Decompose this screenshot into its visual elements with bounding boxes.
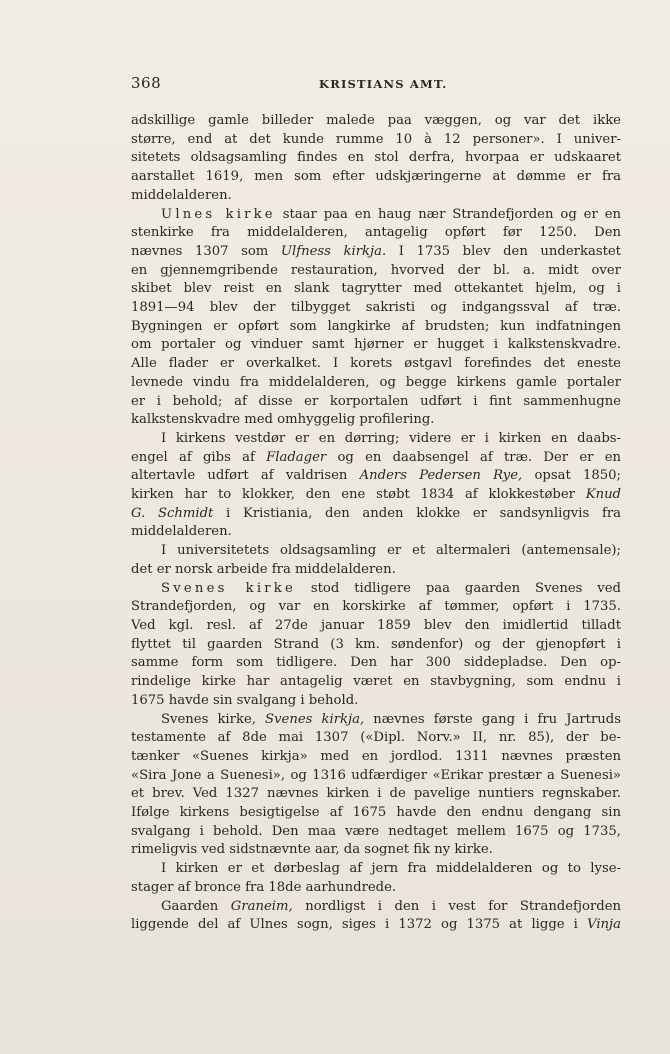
text-segment: stager af bronce fra 18de aarhundrede. (131, 879, 397, 895)
text-segment: Svenes kirke, (161, 711, 266, 727)
text-segment: skibet blev reist en slank tagrytter med ottekantet hjelm, og i (131, 281, 621, 297)
text-segment: er i behold; af disse er korportalen udført i fint sammenhugne (131, 393, 621, 409)
text-line (131, 804, 621, 823)
text-line (131, 823, 621, 842)
text-segment: sitetets oldsagsamling findes en stol derfra, hvorpaa er udskaaret (131, 150, 621, 166)
text-segment: staar paa en haug nær Strandefjorden og er en (275, 206, 621, 222)
text-segment: Gaarden (161, 898, 231, 914)
paragraph-first-line (131, 580, 621, 599)
italic-text: Knud (585, 487, 621, 503)
text-line (131, 168, 621, 187)
text-line (131, 486, 621, 505)
page-number: 368 (131, 74, 162, 92)
text-segment: engel af gibs af (131, 449, 267, 465)
text-segment: Bygningen er opført som langkirke af brudsten; kun indfatningen (131, 318, 621, 334)
running-head: KRISTIANS AMT. (319, 77, 448, 91)
text-line (131, 262, 621, 281)
spaced-heading-text: Ulnes kirke (161, 206, 276, 222)
text-line (131, 187, 621, 206)
text-segment: kalkstenskvadre med omhyggelig profilering. (131, 412, 435, 428)
text-line (131, 598, 621, 617)
text-line (131, 673, 621, 692)
text-segment: kirken har to klokker, den ene støbt 1834 af klokkestøber (131, 487, 586, 503)
text-segment: middelalderen. (131, 524, 232, 540)
text-line (131, 636, 621, 655)
italic-text: Graneim, (230, 898, 293, 914)
text-line (131, 411, 621, 430)
text-segment: det er norsk arbeide fra middelalderen. (131, 561, 396, 577)
text-line (131, 243, 621, 262)
text-segment: tænker «Suenes kirkja» med en jordlod. 1311 nævnes præsten (131, 748, 621, 764)
text-segment: aarstallet 1619, men som efter udskjæringerne at dømme er fra (131, 169, 621, 185)
text-line (131, 280, 621, 299)
text-segment: om portaler og vinduer samt hjørner er hugget i kalkstenskvadre. (131, 337, 621, 353)
italic-text: G. Schmidt (131, 505, 214, 521)
text-line (131, 729, 621, 748)
text-line (131, 767, 621, 786)
text-line (131, 654, 621, 673)
text-segment: liggende del af Ulnes sogn, siges i 1372 og 1375 at ligge i (131, 917, 588, 933)
text-segment: adskillige gamle billeder malede paa væggen, og var det ikke (131, 113, 621, 128)
text-segment: og en daabsengel af træ. Der er en (326, 449, 622, 465)
text-segment: i Kristiania, den anden klokke er sandsynligvis fra (213, 505, 621, 521)
paragraph-first-line (131, 206, 621, 225)
paragraph-first-line (131, 898, 621, 917)
text-segment: Strandefjorden, og var en korskirke af tømmer, opført i 1735. (131, 599, 621, 615)
text-segment: 1675 havde sin svalgang i behold. (131, 692, 359, 708)
text-segment: «Sira Jone a Suenesi», og 1316 udfærdiger «Erikar prestær a Suenesi» (131, 767, 621, 783)
text-line (131, 785, 621, 804)
text-segment: I universitetets oldsagsamling er et altermaleri (antemensale); (161, 543, 621, 559)
paragraph-first-line (131, 860, 621, 879)
text-segment: nævnes 1307 som (131, 243, 281, 259)
text-segment: svalgang i behold. Den maa være nedtaget mellem 1675 og 1735, (131, 823, 621, 839)
text-line (131, 692, 621, 711)
italic-text: Vinja (587, 917, 621, 933)
italic-text: Svenes kirkja, (265, 711, 365, 727)
text-line (131, 131, 621, 150)
text-line (131, 318, 621, 337)
page-header (131, 74, 621, 96)
text-segment: altertavle udført af valdrisen (131, 468, 360, 484)
text-line (131, 467, 621, 486)
text-line (131, 561, 621, 580)
text-segment: rindelige kirke har antagelig været en stavbygning, som endnu i (131, 674, 621, 690)
text-segment: Alle flader er overkalket. I korets østgavl forefindes det eneste (131, 356, 621, 372)
text-segment: en gjennemgribende restauration, hvorved der bl. a. midt over (131, 262, 621, 278)
text-segment: flyttet til gaarden Strand (3 km. søndenfor) og der gjenopført i (131, 636, 621, 652)
text-line (131, 748, 621, 767)
text-segment: stod tidligere paa gaarden Svenes ved (295, 580, 621, 596)
spaced-heading-text: Svenes kirke (161, 580, 296, 596)
text-segment: I 1735 blev den underkastet (386, 243, 621, 259)
text-line (131, 916, 621, 935)
text-segment: Ifølge kirkens besigtigelse af 1675 havde den endnu dengang sin (131, 805, 621, 821)
text-segment: 1891—94 blev der tilbygget sakristi og indgangssval af træ. (131, 300, 621, 316)
italic-text: Fladager (266, 449, 327, 465)
italic-text: Anders Pedersen Rye, (359, 468, 523, 484)
text-line (131, 355, 621, 374)
text-segment: samme form som tidligere. Den har 300 siddepladse. Den op- (131, 655, 621, 671)
body-text (131, 112, 621, 935)
text-segment: nævnes første gang i fru Jartruds (364, 711, 621, 727)
text-segment: opsat 1850; (522, 468, 621, 484)
text-line (131, 505, 621, 524)
text-segment: Ved kgl. resl. af 27de januar 1859 blev den imidlertid tilladt (131, 617, 621, 633)
text-line (131, 617, 621, 636)
text-line (131, 149, 621, 168)
text-line (131, 879, 621, 898)
italic-text: Ulfness kirkja. (280, 243, 387, 259)
text-line (131, 523, 621, 542)
text-line (131, 299, 621, 318)
text-segment: I kirken er et dørbeslag af jern fra middelalderen og to lyse- (161, 861, 621, 877)
text-segment: stenkirke fra middelalderen, antagelig opført før 1250. Den (131, 225, 621, 241)
text-line (131, 374, 621, 393)
text-segment: levnede vindu fra middelalderen, og begge kirkens gamle portaler (131, 374, 621, 390)
paragraph-first-line (131, 542, 621, 561)
text-line (131, 112, 621, 131)
paragraph-first-line (131, 430, 621, 449)
text-segment: middelalderen. (131, 187, 232, 203)
text-segment: testamente af 8de mai 1307 («Dipl. Norv.» II, nr. 85), der be- (131, 730, 621, 746)
text-segment: rimeligvis ved sidstnævnte aar, da sognet fik ny kirke. (131, 842, 493, 858)
text-line (131, 841, 621, 860)
text-line (131, 393, 621, 412)
text-line (131, 224, 621, 243)
text-line (131, 449, 621, 468)
text-segment: større, end at det kunde rumme 10 à 12 personer». I univer- (131, 131, 621, 147)
paragraph-first-line (131, 711, 621, 730)
text-line (131, 336, 621, 355)
text-segment: et brev. Ved 1327 nævnes kirken i de pavelige nuntiers regnskaber. (131, 786, 621, 802)
text-segment: I kirkens vestdør er en dørring; videre er i kirken en daabs- (161, 430, 621, 446)
text-segment: nordligst i den i vest for Strandefjorden (292, 898, 622, 914)
